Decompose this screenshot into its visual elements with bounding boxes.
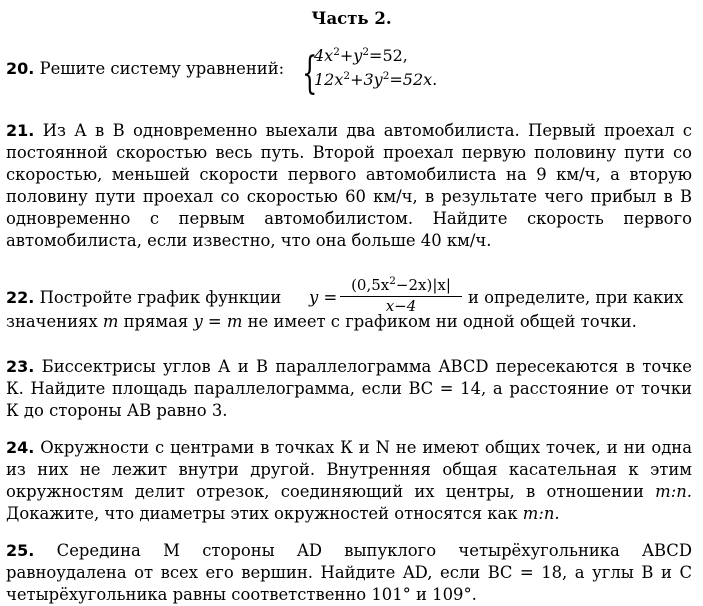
problem-24 xyxy=(6,437,692,525)
problem-number: 23. xyxy=(6,357,35,376)
function-fraction xyxy=(338,276,464,316)
problem-number: 25. xyxy=(6,541,35,560)
problem-statement: Решите систему уравнений: xyxy=(39,59,285,78)
fraction-denominator: x−4 xyxy=(385,297,417,315)
ratio: m:n. xyxy=(655,482,692,501)
problem-statement: Окружности с центрами в точках К и N не имеют общих точек, и ни одна из них не лежит внутри другой. Внутренняя общая касательная к этим окружностям делит отрезок, соединяющий их центры, в отношении xyxy=(6,438,692,501)
problem-statement: Биссектрисы углов А и В параллелограмма ABCD пересекаются в точке К. Найдите площадь параллелограмма, если ВС = 14, а расстояние от точки К до стороны АВ равно 3. xyxy=(6,357,692,420)
problem-22-line-2: значениях m прямая y = m не имеет с графиком ни одной общей точки. xyxy=(6,312,637,331)
problem-statement-2: Докажите, что диаметры этих окружностей относятся как xyxy=(6,504,518,523)
equation-2: $12x^2+3y^2=52x$. xyxy=(314,70,438,89)
function-lhs: y = xyxy=(309,288,338,307)
problem-number: 22. xyxy=(6,288,35,307)
problem-statement: Середина М стороны AD выпуклого четырёхугольника ABCD равноудалена от всех его вершин. Найдите AD, если ВС = 18, а углы В и С четырёхугольника равны соответственно 101° и 109°. xyxy=(6,541,692,604)
problem-20 xyxy=(6,46,692,102)
equation-1: $4x^2+y^2=52$, xyxy=(314,46,408,65)
problem-number: 20. xyxy=(6,59,35,78)
problem-number: 24. xyxy=(6,438,35,457)
problem-statement: Из А в В одновременно выехали два автомобилиста. Первый проехал с постоянной скоростью весь путь. Второй проехал первую половину пути со скоростью, меньшей скорости первого автомобилиста на 9 км/ч, а вторую половину пути проехал со скоростью 60 км/ч, в результате чего прибыл в В одновременно с первым автомобилистом. Найдите скорость первого автомобилиста, если известно, что она больше 40 км/ч. xyxy=(6,121,692,250)
part-title: Часть 2. xyxy=(311,9,392,28)
problem-21 xyxy=(6,120,692,252)
problem-20-text xyxy=(6,58,284,80)
fraction-numerator: $(0,5x^2-2x)|x|$ xyxy=(351,275,451,294)
problem-22-lead xyxy=(6,287,281,309)
ratio-2: m:n. xyxy=(522,504,560,523)
problem-statement: Постройте график функции xyxy=(39,288,282,307)
problem-23 xyxy=(6,356,692,422)
problem-number: 21. xyxy=(6,121,35,140)
problem-25 xyxy=(6,540,692,606)
problem-22-tail: и определите, при каких xyxy=(468,288,684,307)
system-brace: { xyxy=(302,48,318,99)
